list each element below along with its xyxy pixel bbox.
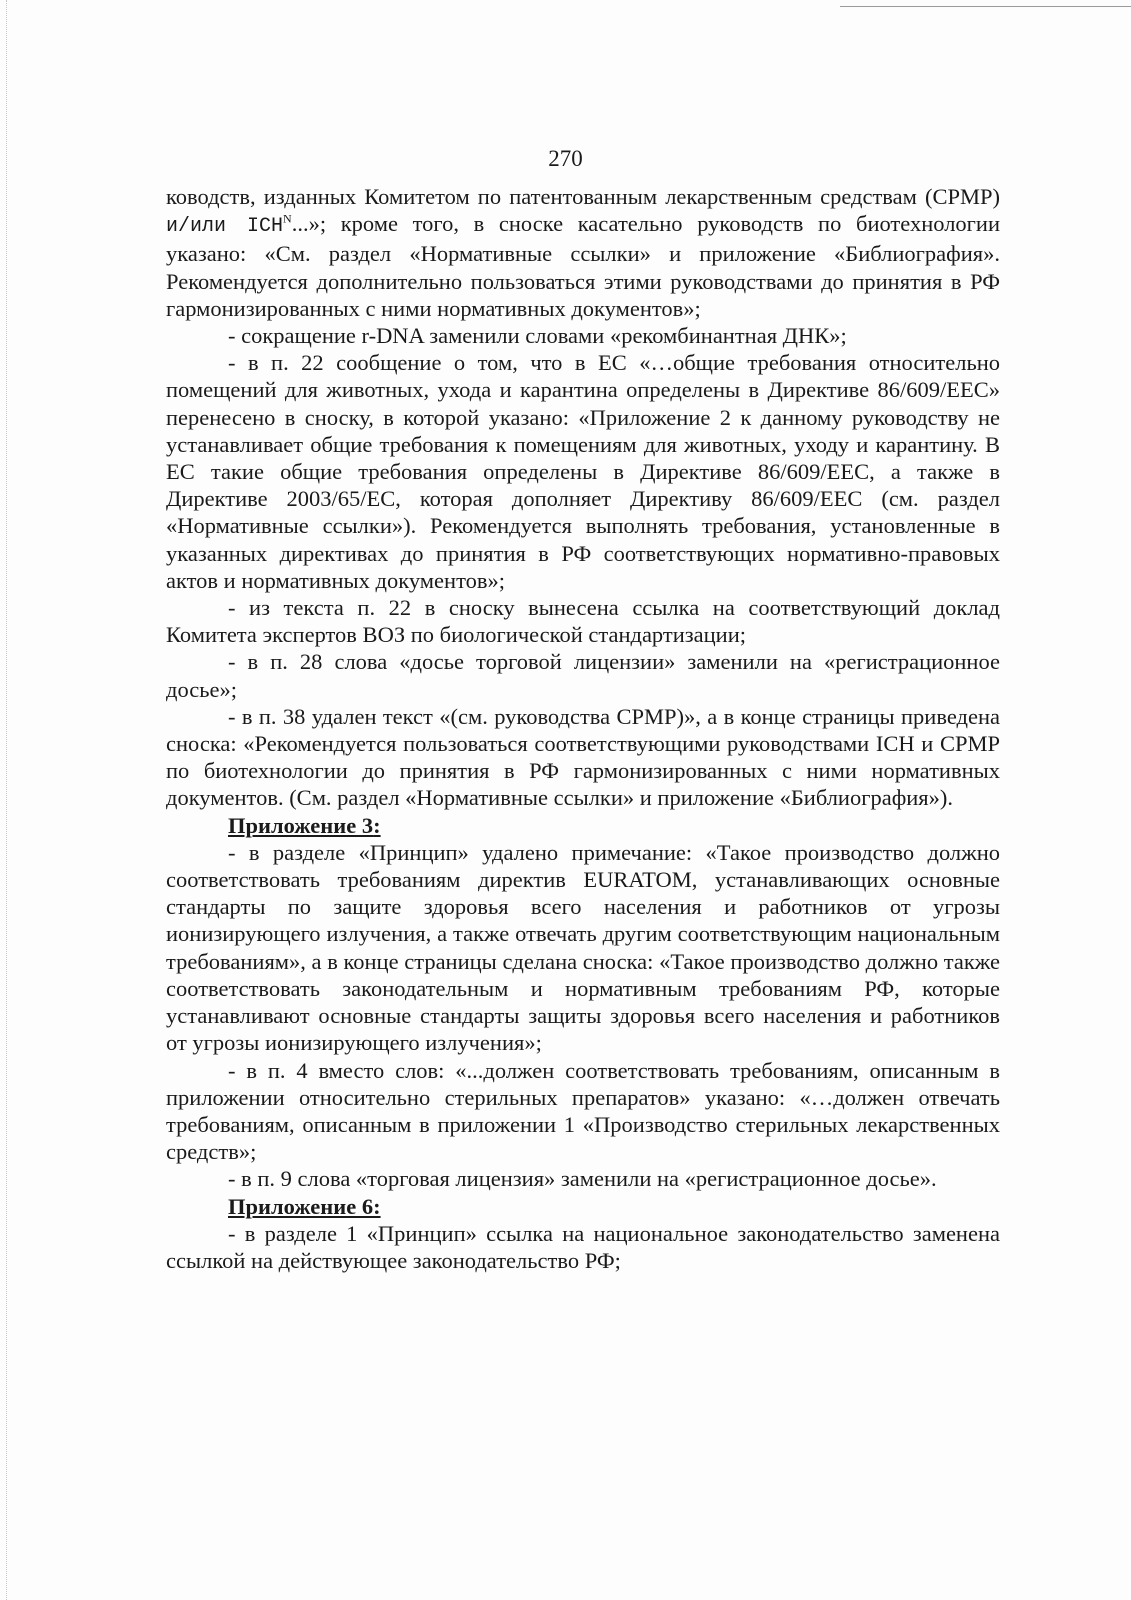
text-span: ководств, изданных Комитетом по патентованным лекарственным средствам (CPMP) [166,184,1000,209]
mono-span: и/или ICH [166,215,284,239]
paragraph: - в п. 28 слова «досье торговой лицензии» заменили на «регистрационное досье»; [166,649,1000,702]
page-number: 270 [548,146,583,171]
paragraph: - в п. 38 удален текст «(см. руководства CPMP)», а в конце страницы приведена сноска: «Рекомендуется пользоваться соответствующими руководствами ICH и CPMP по биотехнологии до принятия в РФ гармонизированных с ними нормативных документов. (См. раздел «Нормативные ссылки» и приложение «Библиография»). [166,703,1000,811]
top-rule [840,6,1131,7]
text-span: ...»; кроме того, в сноске касательно руководств по биотехнологии указано: «См. раздел «Нормативные ссылки» и приложение «Библиография». Рекомендуется дополнительно пользоваться этими руководствами до принятия в РФ гармонизированных с ними нормативных документов»; [166,211,1000,321]
paragraph: - в разделе «Принцип» удалено примечание: «Такое производство должно соответствовать требованиям директив EURATOM, устанавливающих основные стандарты по защите здоровья всего населения и работников от угрозы ионизирующего излучения, а также отвечать другим соответствующим национальным требованиям», а в конце страницы сделана сноска: «Такое производство должно также соответствовать законодательным и нормативным требованиям РФ, которые устанавливают основные стандарты защиты здоровья всего населения и работников от угрозы ионизирующего излучения»; [166,839,1000,1056]
paragraph: - в п. 4 вместо слов: «...должен соответствовать требованиям, описанным в приложении относительно стерильных препаратов» указано: «…должен отвечать требованиям, описанным в приложении 1 «Производство стерильных лекарственных средств»; [166,1057,1000,1165]
paragraph: - в разделе 1 «Принцип» ссылка на национальное законодательство заменена ссылкой на действующее законодательство РФ; [166,1220,1000,1273]
body-text [166,183,1000,1274]
heading-text: Приложение 6: [228,1193,381,1219]
left-edge-line [6,0,7,1600]
superscript: N [283,211,292,226]
appendix-3-heading [166,812,1000,839]
paragraph: - в п. 9 слова «торговая лицензия» заменили на «регистрационное досье». [228,1166,937,1192]
appendix-6-heading [166,1193,1000,1220]
paragraph: - из текста п. 22 в сноску вынесена ссылка на соответствующий доклад Комитета экспертов ВОЗ по биологической стандартизации; [166,595,1000,648]
paragraph: - сокращение r-DNA заменили словами «рекомбинантная ДНК»; [228,323,847,349]
paragraph-continuation [166,183,1000,322]
heading-text: Приложение 3 [228,812,374,838]
heading-colon: : [373,812,381,838]
paragraph: - в п. 22 сообщение о том, что в ЕС «…общие требования относительно помещений для животных, ухода и карантина определены в Директиве 86/609/EEC» перенесено в сноску, в которой указано: «Приложение 2 к данному руководству не устанавливает общие требования к помещениям для животных, уходу и карантину. В ЕС такие общие требования определены в Директиве 86/609/EEC, а также в Директиве 2003/65/EC, которая дополняет Директиву 86/609/EEC (см. раздел «Нормативные ссылки»). Рекомендуется выполнять требования, установленные в указанных директивах до принятия в РФ соответствующих нормативно-правовых актов и нормативных документов»; [166,350,1000,593]
